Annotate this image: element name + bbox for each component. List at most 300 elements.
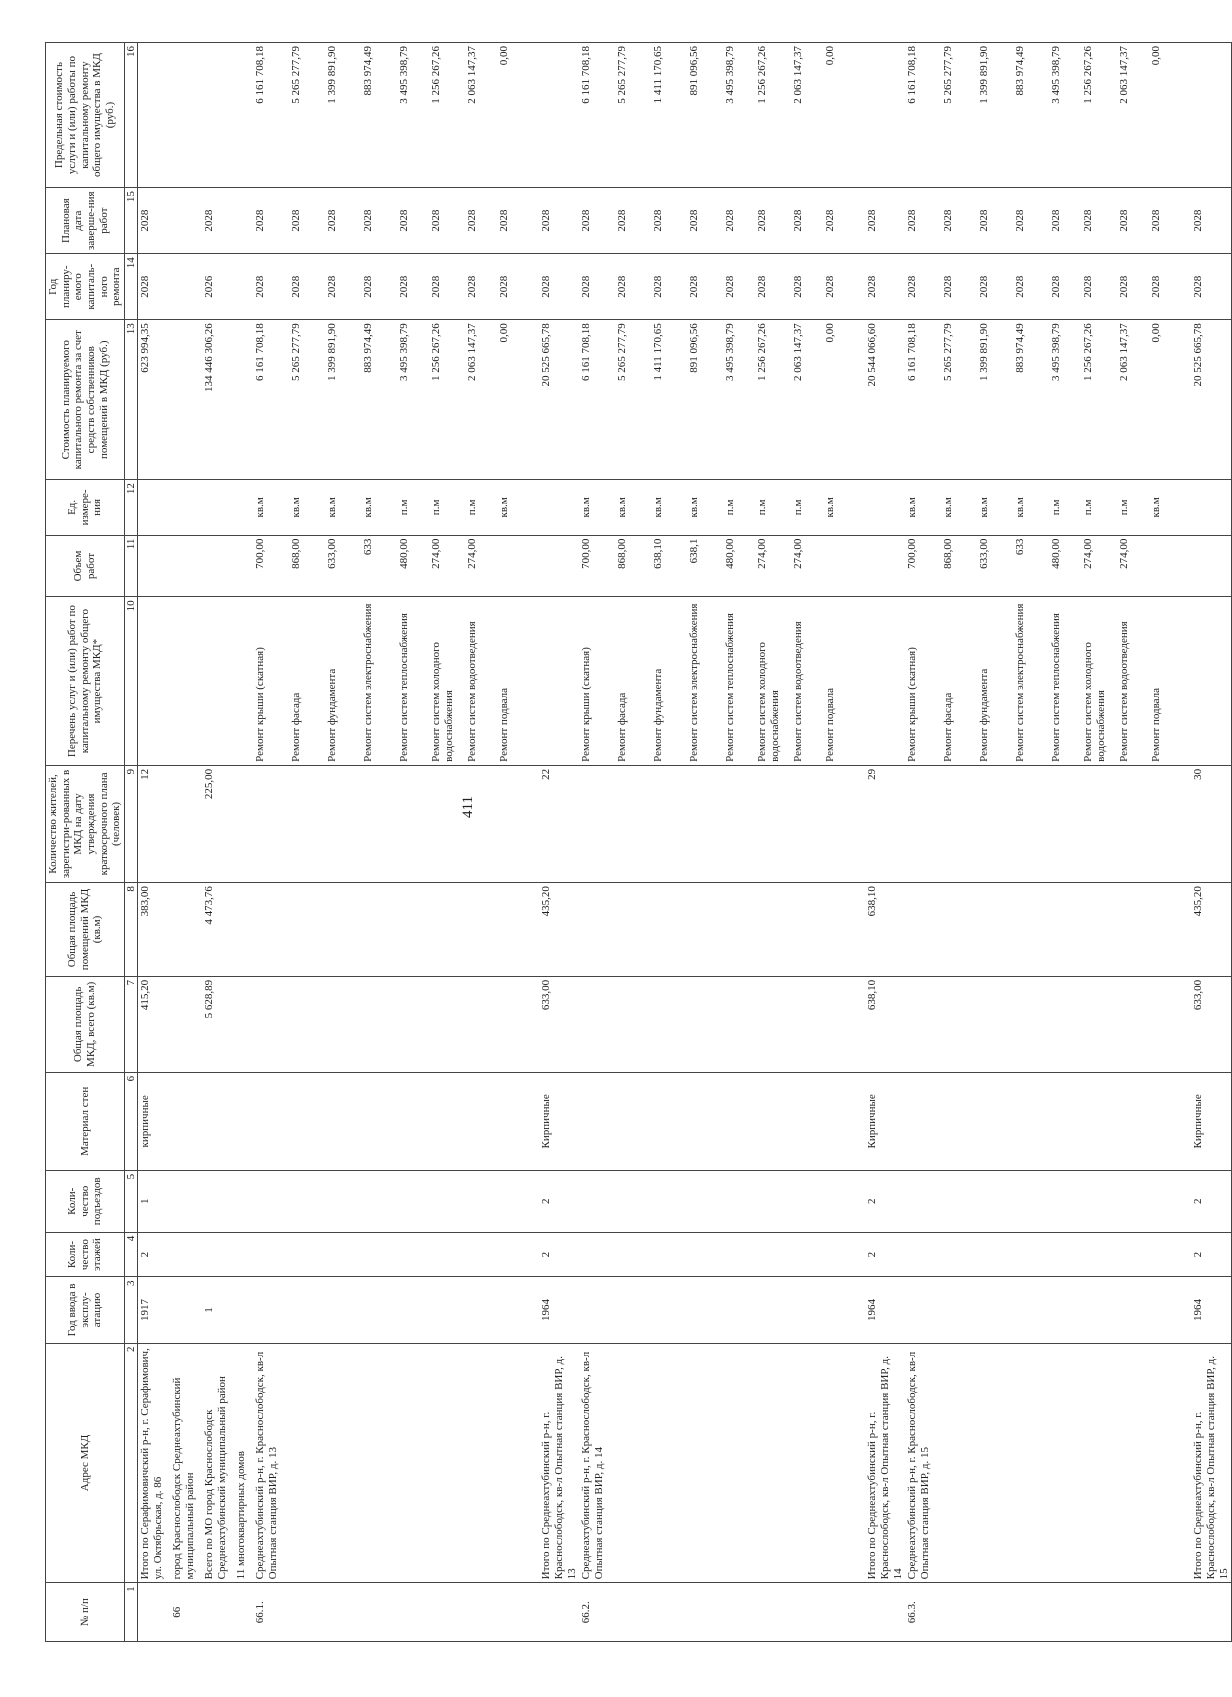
planned-year-cell: 2028 [361, 254, 397, 320]
completion-date-cell [170, 188, 202, 254]
year-built-cell [687, 1277, 723, 1343]
entrances-cell [289, 1170, 325, 1232]
table-row [1013, 43, 1049, 1642]
row-number-cell [1149, 1583, 1191, 1642]
planned-year-cell: 2028 [941, 254, 977, 320]
column-number: 11 [124, 535, 138, 597]
wall-material-cell [1081, 1072, 1117, 1170]
max-cost-cell: 0,00 [1149, 43, 1191, 188]
unit-cell [170, 480, 202, 535]
row-number-cell [1117, 1583, 1149, 1642]
address-cell [397, 1343, 429, 1583]
floors-cell: 2 [865, 1232, 905, 1277]
column-number: 12 [124, 480, 138, 535]
year-built-cell [170, 1277, 202, 1343]
address-cell: Итого по Среднеахтубинский р-н, г. Краснослободск, кв-л Опытная станция ВИР, д. 14 [865, 1343, 905, 1583]
table-row [791, 43, 823, 1642]
work-volume-cell [1191, 535, 1231, 597]
entrances-cell [170, 1170, 202, 1232]
residents-cell [234, 765, 253, 882]
table-row [755, 43, 791, 1642]
completion-date-cell: 2028 [202, 188, 234, 254]
wall-material-cell [170, 1072, 202, 1170]
premises-area-cell [755, 883, 791, 977]
table-row [1149, 43, 1191, 1642]
column-number-row [124, 43, 138, 1642]
table-header [46, 43, 138, 1642]
planned-cost-cell: 134 446 306,26 [202, 320, 234, 480]
row-number-cell [234, 1583, 253, 1642]
header-cell: Плановая дата заверше-ния работ [46, 188, 125, 254]
row-number-cell [361, 1583, 397, 1642]
year-built-cell: 1964 [865, 1277, 905, 1343]
planned-cost-cell: 5 265 277,79 [289, 320, 325, 480]
work-volume-cell: 700,00 [253, 535, 289, 597]
year-built-cell [651, 1277, 687, 1343]
max-cost-cell: 0,00 [823, 43, 865, 188]
row-number-cell [465, 1583, 497, 1642]
wall-material-cell [234, 1072, 253, 1170]
header-cell: № п/п [46, 1583, 125, 1642]
entrances-cell [1149, 1170, 1191, 1232]
residents-cell [615, 765, 651, 882]
capital-repair-plan-table [45, 42, 1232, 1642]
wall-material-cell: кирпичные [138, 1072, 171, 1170]
unit-cell: кв.м [497, 480, 539, 535]
header-cell: Материал стен [46, 1072, 125, 1170]
total-area-cell [1117, 976, 1149, 1072]
total-area-cell [397, 976, 429, 1072]
planned-year-cell: 2028 [615, 254, 651, 320]
unit-cell: кв.м [977, 480, 1013, 535]
floors-cell [1049, 1232, 1081, 1277]
residents-cell [823, 765, 865, 882]
column-number: 6 [124, 1072, 138, 1170]
total-area-cell [791, 976, 823, 1072]
total-area-cell [723, 976, 755, 1072]
entrances-cell [253, 1170, 289, 1232]
unit-cell [138, 480, 171, 535]
entrances-cell [1081, 1170, 1117, 1232]
row-number-cell: 66 [170, 1583, 202, 1642]
premises-area-cell: 435,20 [1191, 883, 1231, 977]
premises-area-cell [823, 883, 865, 977]
premises-area-cell [234, 883, 253, 977]
floors-cell [755, 1232, 791, 1277]
floors-cell [723, 1232, 755, 1277]
max-cost-cell: 2 063 147,37 [1117, 43, 1149, 188]
floors-cell [823, 1232, 865, 1277]
residents-cell [1117, 765, 1149, 882]
planned-year-cell: 2028 [429, 254, 465, 320]
total-area-cell [615, 976, 651, 1072]
wall-material-cell [497, 1072, 539, 1170]
floors-cell [170, 1232, 202, 1277]
total-area-cell [755, 976, 791, 1072]
completion-date-cell: 2028 [253, 188, 289, 254]
residents-cell [465, 765, 497, 882]
completion-date-cell: 2028 [289, 188, 325, 254]
premises-area-cell [1013, 883, 1049, 977]
completion-date-cell: 2028 [325, 188, 361, 254]
table-row [397, 43, 429, 1642]
max-cost-cell: 5 265 277,79 [941, 43, 977, 188]
planned-year-cell: 2028 [823, 254, 865, 320]
entrances-cell [723, 1170, 755, 1232]
wall-material-cell [289, 1072, 325, 1170]
table-row [865, 43, 905, 1642]
premises-area-cell [1149, 883, 1191, 977]
total-area-cell [1013, 976, 1049, 1072]
planned-year-cell: 2028 [497, 254, 539, 320]
address-cell [615, 1343, 651, 1583]
planned-cost-cell: 1 411 170,65 [651, 320, 687, 480]
premises-area-cell [977, 883, 1013, 977]
row-number-cell [289, 1583, 325, 1642]
address-cell: Итого по Среднеахтубинский р-н, г. Краснослободск, кв-л Опытная станция ВИР, д. 13 [539, 1343, 579, 1583]
wall-material-cell [579, 1072, 615, 1170]
unit-cell: п.м [1117, 480, 1149, 535]
completion-date-cell: 2028 [497, 188, 539, 254]
completion-date-cell: 2028 [1149, 188, 1191, 254]
total-area-cell: 638,10 [865, 976, 905, 1072]
address-cell [289, 1343, 325, 1583]
planned-cost-cell [170, 320, 202, 480]
planned-cost-cell: 891 096,56 [687, 320, 723, 480]
row-number-cell [202, 1583, 234, 1642]
entrances-cell [465, 1170, 497, 1232]
table-row [325, 43, 361, 1642]
planned-cost-cell: 3 495 398,79 [397, 320, 429, 480]
unit-cell: п.м [755, 480, 791, 535]
work-type-cell: Ремонт систем электроснабжения [687, 597, 723, 765]
total-area-cell [823, 976, 865, 1072]
residents-cell [651, 765, 687, 882]
entrances-cell [823, 1170, 865, 1232]
max-cost-cell: 5 265 277,79 [615, 43, 651, 188]
max-cost-cell [138, 43, 171, 188]
address-cell [497, 1343, 539, 1583]
floors-cell: 2 [138, 1232, 171, 1277]
completion-date-cell: 2028 [1117, 188, 1149, 254]
residents-cell [170, 765, 202, 882]
column-number: 5 [124, 1170, 138, 1232]
total-area-cell [905, 976, 941, 1072]
planned-cost-cell: 2 063 147,37 [465, 320, 497, 480]
unit-cell: кв.м [361, 480, 397, 535]
header-cell: Общая площадь помещений МКД (кв.м) [46, 883, 125, 977]
table-row [497, 43, 539, 1642]
unit-cell: кв.м [1149, 480, 1191, 535]
work-type-cell: Ремонт подвала [497, 597, 539, 765]
wall-material-cell [325, 1072, 361, 1170]
floors-cell [325, 1232, 361, 1277]
table-row [539, 43, 579, 1642]
total-area-cell [579, 976, 615, 1072]
entrances-cell [651, 1170, 687, 1232]
max-cost-cell: 1 399 891,90 [325, 43, 361, 188]
unit-cell: п.м [397, 480, 429, 535]
premises-area-cell [325, 883, 361, 977]
planned-year-cell: 2028 [905, 254, 941, 320]
max-cost-cell [170, 43, 202, 188]
row-number-cell [138, 1583, 171, 1642]
residents-cell [397, 765, 429, 882]
work-type-cell [539, 597, 579, 765]
planned-cost-cell: 5 265 277,79 [615, 320, 651, 480]
planned-cost-cell: 1 256 267,26 [1081, 320, 1117, 480]
residents-cell [361, 765, 397, 882]
address-cell: Итого по Серафимовичский р-н, г. Серафимович, ул. Октябрьская, д. 86 [138, 1343, 171, 1583]
work-volume-cell: 480,00 [723, 535, 755, 597]
residents-cell: 30 [1191, 765, 1231, 882]
wall-material-cell [905, 1072, 941, 1170]
address-cell: Среднеахтубинский р-н, г. Краснослободск, кв-л Опытная станция ВИР, д. 15 [905, 1343, 941, 1583]
header-cell: Количество жителей, зарегистри-рованных в МКД на дату утверждения краткосрочного плана (человек) [46, 765, 125, 882]
max-cost-cell: 6 161 708,18 [579, 43, 615, 188]
year-built-cell [941, 1277, 977, 1343]
planned-year-cell: 2028 [579, 254, 615, 320]
work-type-cell: Ремонт систем водоотведения [791, 597, 823, 765]
unit-cell: п.м [429, 480, 465, 535]
unit-cell [1191, 480, 1231, 535]
floors-cell [651, 1232, 687, 1277]
premises-area-cell [397, 883, 429, 977]
table-row [1081, 43, 1117, 1642]
work-type-cell: Ремонт подвала [823, 597, 865, 765]
completion-date-cell: 2028 [755, 188, 791, 254]
residents-cell: 29 [865, 765, 905, 882]
address-cell [791, 1343, 823, 1583]
residents-cell [723, 765, 755, 882]
table-row [941, 43, 977, 1642]
work-type-cell [138, 597, 171, 765]
work-type-cell: Ремонт систем теплоснабжения [723, 597, 755, 765]
work-type-cell: Ремонт фасада [615, 597, 651, 765]
row-number-cell [539, 1583, 579, 1642]
planned-cost-cell: 0,00 [1149, 320, 1191, 480]
row-number-cell [325, 1583, 361, 1642]
column-number: 3 [124, 1277, 138, 1343]
year-built-cell [755, 1277, 791, 1343]
table-row [170, 43, 202, 1642]
total-area-cell [289, 976, 325, 1072]
entrances-cell [755, 1170, 791, 1232]
residents-cell [1081, 765, 1117, 882]
entrances-cell [429, 1170, 465, 1232]
work-volume-cell [234, 535, 253, 597]
entrances-cell [325, 1170, 361, 1232]
year-built-cell [1149, 1277, 1191, 1343]
floors-cell [361, 1232, 397, 1277]
column-number: 14 [124, 254, 138, 320]
wall-material-cell [1049, 1072, 1081, 1170]
planned-year-cell: 2028 [1149, 254, 1191, 320]
residents-cell [941, 765, 977, 882]
residents-cell [1149, 765, 1191, 882]
work-volume-cell: 274,00 [1117, 535, 1149, 597]
premises-area-cell [615, 883, 651, 977]
row-number-cell [865, 1583, 905, 1642]
completion-date-cell: 2028 [397, 188, 429, 254]
header-cell: Общая площадь МКД, всего (кв.м) [46, 976, 125, 1072]
max-cost-cell [539, 43, 579, 188]
column-number: 7 [124, 976, 138, 1072]
total-area-cell [1049, 976, 1081, 1072]
residents-cell [497, 765, 539, 882]
work-volume-cell [539, 535, 579, 597]
completion-date-cell: 2028 [138, 188, 171, 254]
work-type-cell: Ремонт крыши (скатная) [579, 597, 615, 765]
max-cost-cell: 0,00 [497, 43, 539, 188]
column-number: 8 [124, 883, 138, 977]
header-cell: Перечень услуг и (или) работ по капитальному ремонту общего имущества МКД* [46, 597, 125, 765]
work-volume-cell [823, 535, 865, 597]
year-built-cell [905, 1277, 941, 1343]
residents-cell: 12 [138, 765, 171, 882]
max-cost-cell: 2 063 147,37 [465, 43, 497, 188]
row-number-cell [723, 1583, 755, 1642]
premises-area-cell [253, 883, 289, 977]
max-cost-cell [1191, 43, 1231, 188]
work-volume-cell: 274,00 [465, 535, 497, 597]
premises-area-cell [497, 883, 539, 977]
work-volume-cell: 868,00 [941, 535, 977, 597]
year-built-cell [234, 1277, 253, 1343]
completion-date-cell: 2028 [941, 188, 977, 254]
completion-date-cell: 2028 [1081, 188, 1117, 254]
row-number-cell [1049, 1583, 1081, 1642]
work-volume-cell: 274,00 [791, 535, 823, 597]
total-area-cell [429, 976, 465, 1072]
premises-area-cell [1049, 883, 1081, 977]
residents-cell [579, 765, 615, 882]
floors-cell [1149, 1232, 1191, 1277]
unit-cell: кв.м [325, 480, 361, 535]
planned-year-cell [234, 254, 253, 320]
completion-date-cell: 2028 [429, 188, 465, 254]
header-cell: Адрес МКД [46, 1343, 125, 1583]
completion-date-cell: 2028 [361, 188, 397, 254]
premises-area-cell [651, 883, 687, 977]
table-row [234, 43, 253, 1642]
planned-cost-cell: 1 256 267,26 [429, 320, 465, 480]
wall-material-cell [723, 1072, 755, 1170]
max-cost-cell [234, 43, 253, 188]
residents-cell [977, 765, 1013, 882]
planned-year-cell: 2028 [1081, 254, 1117, 320]
planned-cost-cell: 6 161 708,18 [579, 320, 615, 480]
year-built-cell [823, 1277, 865, 1343]
table-row [202, 43, 234, 1642]
header-cell: Предельная стоимость услуги и (или) работы по капитальному ремонту общего имущества в МКД (руб.) [46, 43, 125, 188]
year-built-cell [497, 1277, 539, 1343]
work-type-cell: Ремонт систем водоотведения [1117, 597, 1149, 765]
premises-area-cell [1117, 883, 1149, 977]
work-type-cell: Ремонт фундамента [651, 597, 687, 765]
row-number-cell [1081, 1583, 1117, 1642]
table-row [579, 43, 615, 1642]
year-built-cell [791, 1277, 823, 1343]
floors-cell: 2 [539, 1232, 579, 1277]
completion-date-cell: 2028 [723, 188, 755, 254]
address-cell [651, 1343, 687, 1583]
total-area-cell [253, 976, 289, 1072]
completion-date-cell [234, 188, 253, 254]
work-volume-cell: 633,00 [325, 535, 361, 597]
floors-cell [253, 1232, 289, 1277]
wall-material-cell [687, 1072, 723, 1170]
unit-cell [202, 480, 234, 535]
planned-cost-cell: 1 399 891,90 [977, 320, 1013, 480]
year-built-cell [429, 1277, 465, 1343]
header-cell: Ед. измере-ния [46, 480, 125, 535]
table-row [1191, 43, 1231, 1642]
work-volume-cell: 274,00 [755, 535, 791, 597]
header-cell: Стоимость планируемого капитального ремонта за счет средств собственников помещений в МКД (руб.) [46, 320, 125, 480]
year-built-cell [361, 1277, 397, 1343]
completion-date-cell: 2028 [791, 188, 823, 254]
premises-area-cell: 4 473,76 [202, 883, 234, 977]
header-cell: Объем работ [46, 535, 125, 597]
table-body [138, 43, 1232, 1642]
column-number: 13 [124, 320, 138, 480]
wall-material-cell [755, 1072, 791, 1170]
entrances-cell: 2 [865, 1170, 905, 1232]
work-volume-cell: 868,00 [289, 535, 325, 597]
planned-year-cell: 2028 [289, 254, 325, 320]
address-cell [755, 1343, 791, 1583]
table-row [289, 43, 325, 1642]
total-area-cell [234, 976, 253, 1072]
unit-cell: кв.м [941, 480, 977, 535]
planned-year-cell: 2028 [1191, 254, 1231, 320]
premises-area-cell [791, 883, 823, 977]
year-built-cell [397, 1277, 429, 1343]
row-number-cell [1191, 1583, 1231, 1642]
column-number: 1 [124, 1583, 138, 1642]
unit-cell: п.м [1049, 480, 1081, 535]
floors-cell [977, 1232, 1013, 1277]
year-built-cell [325, 1277, 361, 1343]
max-cost-cell: 3 495 398,79 [397, 43, 429, 188]
header-cell: Год планиру-емого капиталь-ного ремонта [46, 254, 125, 320]
floors-cell [497, 1232, 539, 1277]
entrances-cell [1117, 1170, 1149, 1232]
completion-date-cell: 2028 [977, 188, 1013, 254]
total-area-cell [170, 976, 202, 1072]
planned-year-cell: 2026 [202, 254, 234, 320]
residents-cell [289, 765, 325, 882]
column-number: 2 [124, 1343, 138, 1583]
floors-cell [687, 1232, 723, 1277]
entrances-cell [1049, 1170, 1081, 1232]
wall-material-cell [615, 1072, 651, 1170]
completion-date-cell: 2028 [539, 188, 579, 254]
wall-material-cell [465, 1072, 497, 1170]
premises-area-cell [465, 883, 497, 977]
unit-cell [539, 480, 579, 535]
total-area-cell [497, 976, 539, 1072]
premises-area-cell: 638,10 [865, 883, 905, 977]
work-volume-cell: 274,00 [1081, 535, 1117, 597]
max-cost-cell: 1 411 170,65 [651, 43, 687, 188]
work-volume-cell: 274,00 [429, 535, 465, 597]
max-cost-cell: 3 495 398,79 [1049, 43, 1081, 188]
row-number-cell [687, 1583, 723, 1642]
work-volume-cell: 638,10 [651, 535, 687, 597]
residents-cell [253, 765, 289, 882]
